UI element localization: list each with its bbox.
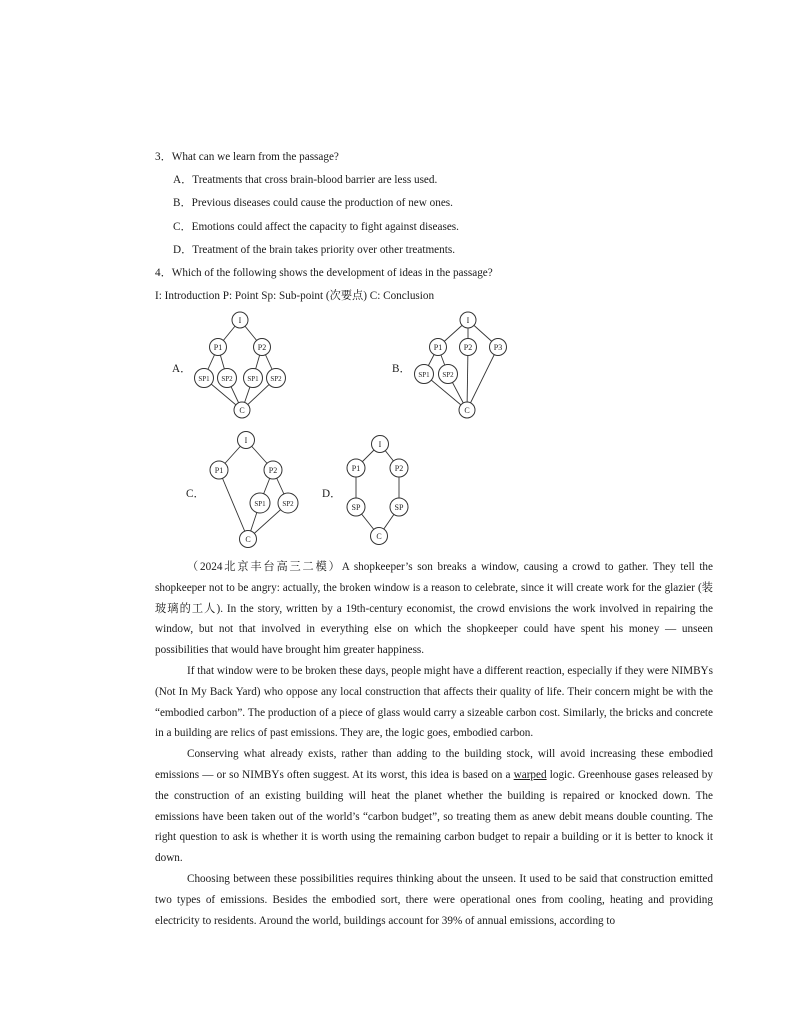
passage-source: （2024北京丰台高三二模） (187, 561, 342, 573)
node-i (238, 432, 255, 449)
svg-text:C: C (245, 535, 251, 544)
node-sp (390, 498, 408, 516)
svg-text:SP: SP (394, 503, 404, 512)
svg-text:P1: P1 (433, 343, 443, 352)
svg-text:P1: P1 (351, 464, 361, 473)
q4-stem: 4．Which of the following shows the development of ideas in the passage? (155, 267, 493, 279)
diagram-a-label: A． (172, 363, 192, 375)
node-c (240, 531, 257, 548)
node-p2 (254, 339, 271, 356)
node-sp2 (278, 493, 298, 513)
svg-text:SP1: SP1 (418, 371, 430, 379)
node-p2 (460, 339, 477, 356)
node-p3 (490, 339, 507, 356)
diagram-c-label: C． (186, 488, 205, 500)
paragraph-3: Conserving what already exists, rather than adding to the building stock, will avoid increasing these embodied emissions — or so NIMBYs often suggest. At its worst, this idea is based on a warped logic. Greenhouse gases released by the construction of an existing building will heat the planet whether the building is repaired or knocked down. The emissions have been taken out of the world’s “carbon budget”, so treating them as anew debit means double counting. The right question to ask is whether it is worth using the remaining carbon budget to repair a building or it is better to knock it down. (155, 748, 713, 865)
svg-text:SP2: SP2 (282, 500, 294, 508)
svg-text:I: I (238, 316, 242, 325)
diagram-d-label: D． (322, 488, 342, 500)
node-i (460, 312, 476, 328)
node-p2 (390, 459, 408, 477)
svg-text:SP2: SP2 (221, 375, 233, 383)
node-sp1 (195, 369, 214, 388)
svg-text:P2: P2 (257, 343, 267, 352)
paragraph-2: If that window were to be broken these days, people might have a different reaction, especially if they were NIMBYs (Not In My Back Yard) who oppose any local construction that affects their quality of life. Their concern might be with the “embodied carbon”. The production of a piece of glass would carry a sizeable carbon cost. Similarly, the bricks and concrete in a building are relics of past emissions. They are, the logic goes, embodied carbon. (155, 664, 713, 740)
svg-text:I: I (244, 436, 248, 445)
node-p2 (264, 461, 282, 479)
passage (155, 557, 713, 931)
svg-text:P2: P2 (394, 464, 404, 473)
diagram-d (340, 430, 420, 548)
node-c (371, 528, 388, 545)
svg-text:P1: P1 (214, 466, 224, 475)
node-c (459, 402, 475, 418)
svg-text:P3: P3 (493, 343, 503, 352)
svg-text:SP2: SP2 (442, 371, 454, 379)
q3-stem: 3．What can we learn from the passage? (155, 151, 339, 163)
node-p1 (210, 461, 228, 479)
node-c (234, 402, 250, 418)
node-sp (347, 498, 365, 516)
svg-text:SP1: SP1 (247, 375, 259, 383)
node-sp1 (244, 369, 263, 388)
node-sp2 (439, 365, 458, 384)
node-p1 (210, 339, 227, 356)
node-sp1 (250, 493, 270, 513)
svg-text:P2: P2 (268, 466, 278, 475)
node-i (372, 436, 389, 453)
node-p1 (430, 339, 447, 356)
node-sp1 (415, 365, 434, 384)
node-p1 (347, 459, 365, 477)
node-i (232, 312, 248, 328)
node-sp2 (267, 369, 286, 388)
svg-text:C: C (376, 532, 382, 541)
q3-option-c: C．Emotions could affect the capacity to fight against diseases. (173, 221, 459, 233)
q4-legend: I: Introduction P: Point Sp: Sub-point (次要点) C: Conclusion (155, 290, 435, 302)
svg-text:C: C (464, 406, 470, 415)
svg-text:I: I (466, 316, 470, 325)
diagram-a (190, 308, 290, 420)
underlined-word: warped (513, 768, 547, 781)
diagram-c (200, 428, 310, 550)
svg-text:SP1: SP1 (254, 500, 266, 508)
paragraph-4: Choosing between these possibilities requires thinking about the unseen. It used to be said that construction emitted two types of emissions. Besides the embodied sort, there were operational ones from cooling, heating and providing electricity to residents. Around the world, buildings account for 39% of annual emissions, according to (155, 872, 713, 927)
q3-option-b: B．Previous diseases could cause the production of new ones. (173, 197, 453, 209)
svg-text:P2: P2 (463, 343, 473, 352)
q3-option-d: D．Treatment of the brain takes priority over other treatments. (173, 244, 455, 256)
diagram-b-label: B． (392, 363, 411, 375)
q3-option-a: A．Treatments that cross brain-blood barrier are less used. (173, 174, 438, 186)
diagram-b (410, 308, 510, 420)
node-sp2 (218, 369, 237, 388)
paragraph-1: （2024北京丰台高三二模）A shopkeeper’s son breaks a window, causing a crowd to gather. They tell the shopkeeper not to be angry: actually, the broken window is a reason to celebrate, since it will create work for the glazier (装玻璃的工人). In the story, written by a 19th-century economist, the crowd envisions the work involved in repairing the window, but not that involved in everything else on which the shopkeeper could have spent his money — unseen possibilities that would have brought him greater happiness. (155, 561, 713, 657)
svg-text:C: C (239, 406, 245, 415)
svg-text:SP1: SP1 (198, 375, 210, 383)
svg-text:P1: P1 (213, 343, 223, 352)
svg-text:SP2: SP2 (270, 375, 282, 383)
svg-text:I: I (378, 440, 382, 449)
svg-text:SP: SP (351, 503, 361, 512)
